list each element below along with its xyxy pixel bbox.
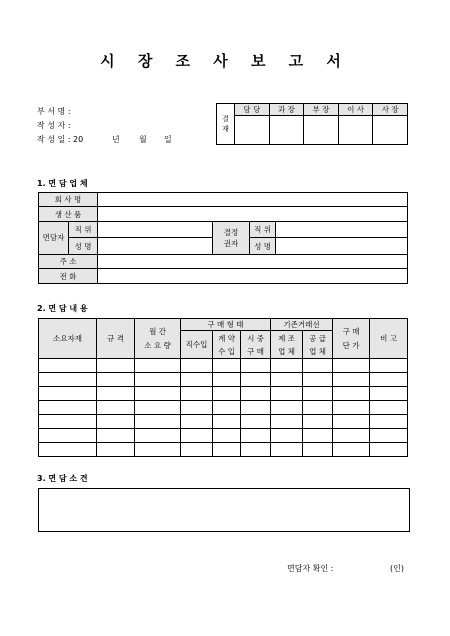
col-monthly: 월 간 소 요 량 bbox=[135, 319, 181, 359]
approval-role: 부 장 bbox=[304, 104, 339, 116]
confirm-label: 면담자 확인 : bbox=[287, 564, 334, 573]
table-row[interactable] bbox=[39, 359, 408, 373]
approval-role: 과 장 bbox=[269, 104, 304, 116]
approval-table bbox=[216, 103, 408, 145]
col-supplier: 공 급 업 체 bbox=[303, 331, 333, 359]
section3-title: 3. 면 담 소 견 bbox=[37, 474, 88, 483]
approval-signature-cell[interactable] bbox=[373, 116, 408, 145]
address-label: 주 소 bbox=[39, 255, 98, 269]
date-year: 년 bbox=[112, 135, 120, 144]
approval-signature-cell[interactable] bbox=[338, 116, 373, 145]
approval-role: 이 사 bbox=[338, 104, 373, 116]
name-label: 성 명 bbox=[250, 238, 276, 255]
col-item: 소요자재 bbox=[39, 319, 97, 359]
col-direct: 직수입 bbox=[181, 331, 213, 359]
approval-signature-cell[interactable] bbox=[304, 116, 339, 145]
position-label: 직 위 bbox=[250, 221, 276, 238]
address-value[interactable] bbox=[98, 255, 408, 269]
table-row[interactable] bbox=[39, 401, 408, 415]
table-row[interactable] bbox=[39, 387, 408, 401]
company-value[interactable] bbox=[98, 193, 408, 207]
approval-role: 담 당 bbox=[235, 104, 270, 116]
col-market: 시 중 구 매 bbox=[241, 331, 271, 359]
dept-label: 부 서 명 : bbox=[37, 107, 71, 116]
date-day: 일 bbox=[164, 135, 172, 144]
col-existing-group: 기존거래선 bbox=[271, 319, 333, 331]
date-month: 월 bbox=[139, 135, 147, 144]
decision-maker-position-value[interactable] bbox=[276, 221, 408, 238]
table-row[interactable] bbox=[39, 415, 408, 429]
product-value[interactable] bbox=[98, 207, 408, 221]
col-maker: 제 조 업 체 bbox=[271, 331, 303, 359]
col-purchase-group: 구 매 형 태 bbox=[181, 319, 271, 331]
col-price: 구 매 단 가 bbox=[333, 319, 370, 359]
col-contract: 계 약 수 입 bbox=[213, 331, 241, 359]
table-row[interactable] bbox=[39, 429, 408, 443]
col-note: 비 고 bbox=[370, 319, 408, 359]
approval-label: 결 재 bbox=[217, 104, 235, 145]
interviewee-position-value[interactable] bbox=[98, 221, 213, 238]
table-row[interactable] bbox=[39, 373, 408, 387]
interviewee-label: 면담자 bbox=[39, 221, 69, 254]
date-label: 작 성 일 : 20 bbox=[37, 135, 84, 144]
seal-label: (인) bbox=[390, 564, 404, 573]
author-label: 작 성 자 : bbox=[37, 121, 71, 130]
approval-signature-cell[interactable] bbox=[235, 116, 270, 145]
interviewee-name-value[interactable] bbox=[98, 238, 213, 255]
interview-table bbox=[38, 318, 408, 457]
product-label: 생 산 품 bbox=[39, 207, 98, 221]
approval-signature-cell[interactable] bbox=[269, 116, 304, 145]
decision-maker-name-value[interactable] bbox=[276, 238, 408, 255]
phone-value[interactable] bbox=[98, 269, 408, 284]
section2-title: 2. 면 담 내 용 bbox=[37, 304, 88, 313]
name-label: 성 명 bbox=[69, 238, 98, 255]
company-label: 회 사 명 bbox=[39, 193, 98, 207]
company-table bbox=[38, 192, 408, 284]
opinion-box[interactable] bbox=[38, 488, 410, 532]
document-title: 시 장 조 사 보 고 서 bbox=[100, 52, 350, 70]
section1-title: 1. 면 담 업 체 bbox=[37, 179, 88, 188]
phone-label: 전 화 bbox=[39, 269, 98, 284]
table-row[interactable] bbox=[39, 443, 408, 457]
position-label: 직 위 bbox=[69, 221, 98, 238]
decision-maker-label: 결정 권자 bbox=[213, 221, 250, 254]
approval-role: 사 장 bbox=[373, 104, 408, 116]
col-spec: 규 격 bbox=[97, 319, 135, 359]
